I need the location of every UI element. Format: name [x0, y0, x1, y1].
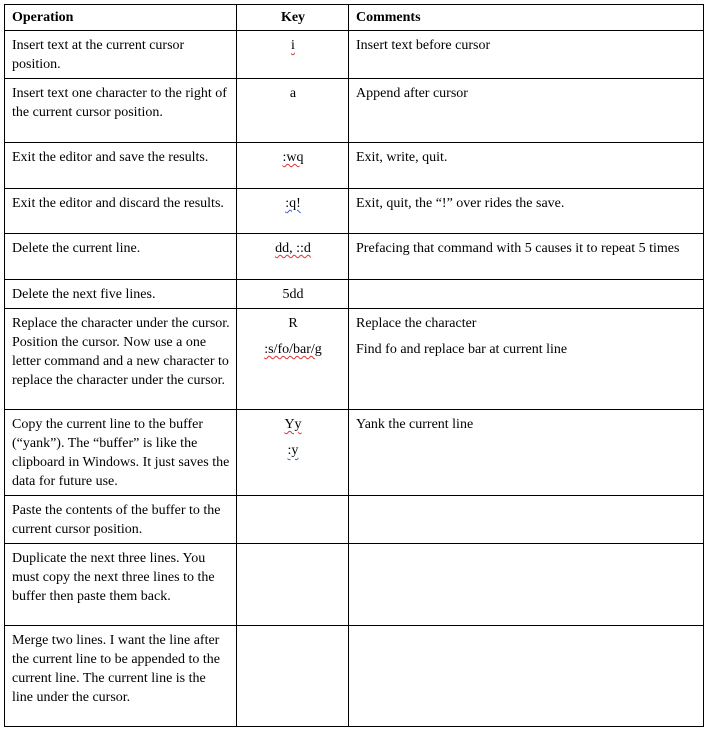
header-row: [5, 5, 704, 31]
operation-cell: Delete the next five lines.: [5, 280, 237, 309]
table-row: [5, 544, 704, 626]
operation-cell: Copy the current line to the buffer (“yank”). The “buffer” is like the clipboard in Windows. It just saves the data for future use.: [5, 410, 237, 496]
comment-cell: Yank the current line: [349, 410, 704, 496]
key-text: :q!: [285, 196, 301, 211]
key-cell: a: [237, 79, 349, 143]
comment-cell: Insert text before cursor: [349, 31, 704, 79]
table-row: [5, 309, 704, 410]
key-text: R: [288, 316, 298, 331]
operation-cell: Replace the character under the cursor. Position the cursor. Now use a one letter command and a new character to replace the character under the cursor.: [5, 309, 237, 410]
key-cell: [237, 189, 349, 234]
comment-cell: Exit, write, quit.: [349, 143, 704, 189]
operation-cell: Paste the contents of the buffer to the current cursor position.: [5, 496, 237, 544]
header-operation: Operation: [5, 5, 237, 31]
table-row: [5, 79, 704, 143]
key-text: :wq: [282, 150, 304, 165]
key-cell: [237, 234, 349, 280]
operation-cell: Delete the current line.: [5, 234, 237, 280]
comment-cell: [349, 626, 704, 727]
operation-cell: Exit the editor and save the results.: [5, 143, 237, 189]
table-row: [5, 234, 704, 280]
comment-cell: [349, 544, 704, 626]
operation-cell: Exit the editor and discard the results.: [5, 189, 237, 234]
comment-cell: Prefacing that command with 5 causes it to repeat 5 times: [349, 234, 704, 280]
operation-cell: Insert text one character to the right of the current cursor position.: [5, 79, 237, 143]
comment-text-alt: Find fo and replace bar at current line: [356, 342, 568, 357]
key-cell: [237, 496, 349, 544]
table-row: [5, 31, 704, 79]
comment-text: Replace the character: [356, 316, 477, 331]
operation-cell: Insert text at the current cursor position.: [5, 31, 237, 79]
comment-cell: [349, 280, 704, 309]
key-cell: [237, 143, 349, 189]
comment-cell: [349, 496, 704, 544]
table-row: [5, 626, 704, 727]
comment-cell: Exit, quit, the “!” over rides the save.: [349, 189, 704, 234]
table-row: [5, 410, 704, 496]
key-text: dd, ::d: [275, 241, 311, 256]
key-cell: [237, 309, 349, 410]
table-row: [5, 496, 704, 544]
key-cell: [237, 31, 349, 79]
key-cell: 5dd: [237, 280, 349, 309]
key-cell: [237, 626, 349, 727]
vi-commands-table: [4, 4, 704, 727]
table-row: [5, 143, 704, 189]
table-row: [5, 280, 704, 309]
key-text-alt: :y: [287, 443, 299, 458]
table-row: [5, 189, 704, 234]
comment-cell: Append after cursor: [349, 79, 704, 143]
key-text: i: [291, 38, 295, 53]
key-cell: [237, 544, 349, 626]
comment-cell: [349, 309, 704, 410]
header-key: Key: [237, 5, 349, 31]
operation-cell: Merge two lines. I want the line after the current line to be appended to the current line. The current line is the line under the cursor.: [5, 626, 237, 727]
header-comments: Comments: [349, 5, 704, 31]
operation-cell: Duplicate the next three lines. You must copy the next three lines to the buffer then paste them back.: [5, 544, 237, 626]
key-cell: [237, 410, 349, 496]
key-text-alt: :s/fo/bar/g: [264, 342, 322, 357]
key-text: Yy: [284, 417, 302, 432]
